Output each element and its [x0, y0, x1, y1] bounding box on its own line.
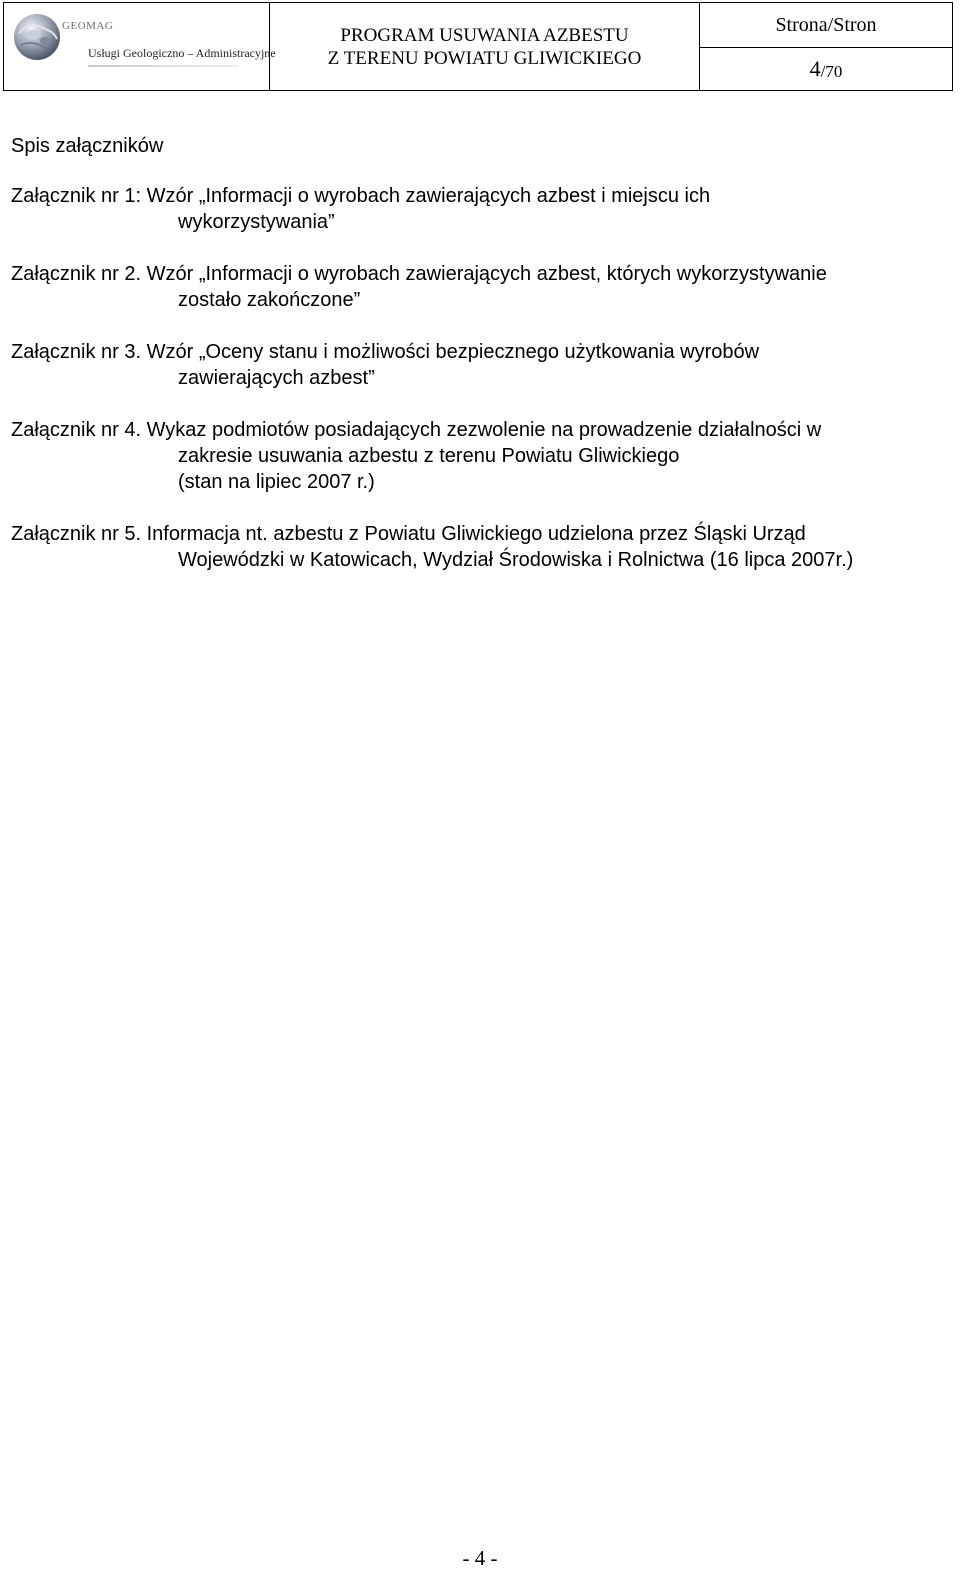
section-heading: Spis załączników	[11, 135, 164, 157]
attachment-entry-5	[11, 521, 946, 573]
entry-line: Załącznik nr 4. Wykaz podmiotów posiadających zezwolenie na prowadzenie działalności w	[11, 419, 822, 441]
entry-line: zawierających azbest”	[178, 367, 375, 389]
attachment-entry-2	[11, 261, 946, 313]
attachment-entry-4	[11, 417, 946, 495]
page-total: /70	[820, 62, 843, 81]
globe-icon	[11, 11, 63, 63]
entry-line: Wojewódzki w Katowicach, Wydział Środowiska i Rolnictwa (16 lipca 2007r.)	[178, 549, 854, 571]
logo-subtitle: Usługi Geologiczno – Administracyjne	[88, 46, 276, 60]
entry-line: Załącznik nr 5. Informacja nt. azbestu z Powiatu Gliwickiego udzielona przez Śląski Urząd	[11, 523, 806, 545]
document-title	[270, 3, 700, 90]
logo-name: GEOMAG	[62, 20, 114, 32]
page-current: 4	[809, 56, 821, 81]
attachments-list	[11, 132, 946, 599]
footer-page-number: - 4 -	[462, 1546, 498, 1570]
company-logo	[4, 3, 276, 90]
entry-line: Załącznik nr 3. Wzór „Oceny stanu i możliwości bezpiecznego użytkowania wyrobów	[11, 341, 760, 363]
entry-line: zostało zakończone”	[178, 289, 361, 311]
entry-line: zakresie usuwania azbestu z terenu Powiatu Gliwickiego	[178, 445, 680, 467]
entry-line: Załącznik nr 2. Wzór „Informacji o wyrobach zawierających azbest, których wykorzystywanie	[11, 263, 827, 285]
title-line-2: Z TERENU POWIATU GLIWICKIEGO	[327, 47, 642, 69]
attachment-entry-1	[11, 183, 946, 235]
page-label: Strona/Stron	[700, 3, 952, 48]
page-counter	[700, 3, 952, 90]
document-header	[3, 2, 953, 91]
title-line-1: PROGRAM USUWANIA AZBESTU	[340, 24, 629, 46]
entry-line: wykorzystywania”	[178, 211, 335, 233]
attachment-entry-3	[11, 339, 946, 391]
entry-line: (stan na lipiec 2007 r.)	[178, 471, 375, 493]
page-number-box	[700, 48, 952, 90]
logo-underline	[88, 65, 238, 67]
entry-line: Załącznik nr 1: Wzór „Informacji o wyrobach zawierających azbest i miejscu ich	[11, 185, 711, 207]
